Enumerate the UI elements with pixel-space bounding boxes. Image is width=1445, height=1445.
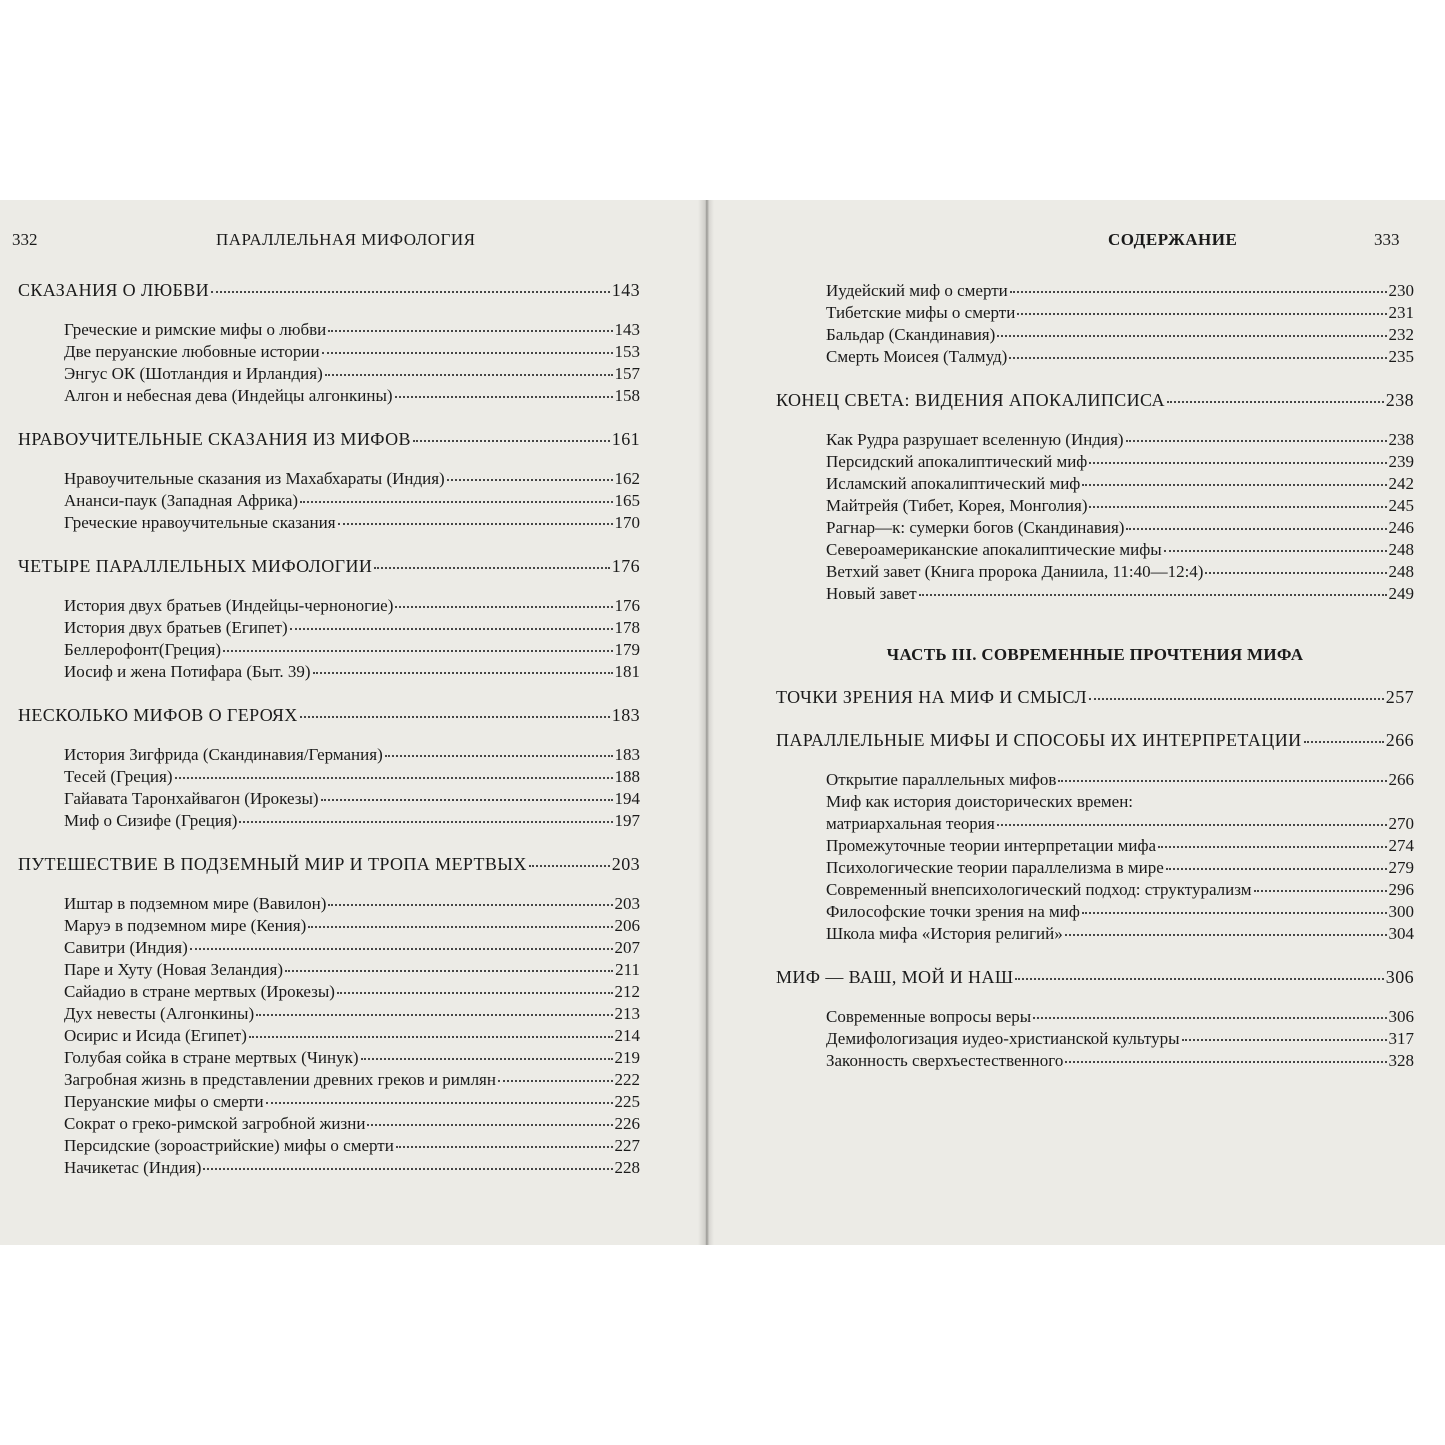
- entry-title: Иудейский миф о смерти: [826, 281, 1008, 300]
- entry-page-number: 232: [1388, 325, 1414, 344]
- toc-entry[interactable]: [18, 744, 640, 766]
- entry-page-number: 246: [1388, 518, 1414, 537]
- toc-entry[interactable]: [776, 451, 1414, 473]
- right-page: [708, 200, 1445, 1245]
- entry-title: Философские точки зрения на миф: [826, 902, 1080, 921]
- entry-page-number: 161: [611, 429, 640, 449]
- entry-page-number: 317: [1388, 1029, 1414, 1048]
- toc-entry[interactable]: [776, 517, 1414, 539]
- dot-leader: [385, 755, 613, 757]
- toc-entry[interactable]: [776, 857, 1414, 879]
- toc-entry[interactable]: [18, 639, 640, 661]
- entry-title: Современные вопросы веры: [826, 1007, 1032, 1026]
- dot-leader: [321, 799, 613, 801]
- dot-leader: [367, 1124, 612, 1126]
- entry-title: Законность сверхъестественного: [826, 1051, 1064, 1070]
- entry-page-number: 157: [614, 364, 640, 383]
- entry-page-number: 296: [1388, 880, 1414, 899]
- entry-page-number: 206: [614, 916, 640, 935]
- entry-page-number: 306: [1388, 1007, 1414, 1026]
- entry-title: Савитри (Индия): [64, 938, 188, 957]
- dot-leader: [322, 352, 613, 354]
- dot-leader: [266, 1102, 613, 1104]
- dot-leader: [190, 948, 613, 950]
- entry-title: Перуанские мифы о смерти: [64, 1092, 264, 1111]
- dot-leader: [239, 821, 612, 823]
- entry-page-number: 143: [611, 280, 640, 300]
- dot-leader: [529, 865, 610, 867]
- entry-title: Промежуточные теории интерпретации мифа: [826, 836, 1157, 855]
- entry-page-number: 179: [614, 640, 640, 659]
- dot-leader: [308, 926, 612, 928]
- entry-title: Алгон и небесная дева (Индейцы алгонкины): [64, 386, 393, 405]
- entry-title: Новый завет: [826, 584, 917, 603]
- toc-entry[interactable]: [18, 937, 640, 959]
- entry-title: Паре и Хуту (Новая Зеландия): [64, 960, 283, 979]
- dot-leader: [413, 440, 610, 442]
- dot-leader: [290, 628, 613, 630]
- dot-leader: [1065, 1061, 1386, 1063]
- dot-leader: [396, 1146, 613, 1148]
- entry-title: Персидский апокалиптический миф: [826, 452, 1088, 471]
- toc-entry[interactable]: [776, 1006, 1414, 1028]
- dot-leader: [285, 970, 613, 972]
- toc-entry[interactable]: [18, 1091, 640, 1113]
- toc-entry[interactable]: [776, 280, 1414, 302]
- entry-page-number: 203: [614, 894, 640, 913]
- entry-page-number: 211: [615, 960, 640, 979]
- dot-leader: [256, 1014, 612, 1016]
- entry-title: Греческие нравоучительные сказания: [64, 513, 336, 532]
- entry-title: Смерть Моисея (Талмуд): [826, 347, 1008, 366]
- entry-page-number: 178: [614, 618, 640, 637]
- toc-entry[interactable]: [776, 346, 1414, 368]
- entry-page-number: 248: [1388, 540, 1414, 559]
- section-heading[interactable]: [776, 687, 1414, 708]
- toc-entry: [776, 791, 1414, 813]
- entry-page-number: 197: [614, 811, 640, 830]
- dot-leader: [1065, 934, 1387, 936]
- toc-entry[interactable]: [776, 901, 1414, 923]
- entry-page-number: 300: [1388, 902, 1414, 921]
- dot-leader: [223, 650, 612, 652]
- entry-title: Рагнар—к: сумерки богов (Скандинавия): [826, 518, 1125, 537]
- toc-entry[interactable]: [18, 468, 640, 490]
- entry-page-number: 245: [1388, 496, 1414, 515]
- entry-title: Греческие и римские мифы о любви: [64, 320, 327, 339]
- entry-title: Открытие параллельных мифов: [826, 770, 1057, 789]
- dot-leader: [328, 330, 612, 332]
- section-heading[interactable]: [18, 556, 640, 577]
- entry-page-number: 176: [611, 556, 640, 576]
- entry-title: ПУТЕШЕСТВИЕ В ПОДЗЕМНЫЙ МИР И ТРОПА МЕРТВЫХ: [18, 854, 527, 874]
- toc-entry[interactable]: [776, 1028, 1414, 1050]
- entry-page-number: 231: [1388, 303, 1414, 322]
- dot-leader: [1126, 440, 1387, 442]
- entry-page-number: 248: [1388, 562, 1414, 581]
- entry-title: Демифологизация иудео-христианской культуры: [826, 1029, 1180, 1048]
- entry-page-number: 176: [614, 596, 640, 615]
- entry-page-number: 249: [1388, 584, 1414, 603]
- entry-title: ЧЕТЫРЕ ПАРАЛЛЕЛЬНЫХ МИФОЛОГИИ: [18, 556, 373, 576]
- dot-leader: [395, 396, 613, 398]
- toc-entry[interactable]: [18, 490, 640, 512]
- toc-entry[interactable]: [776, 324, 1414, 346]
- toc-entry[interactable]: [776, 561, 1414, 583]
- section-heading[interactable]: [18, 429, 640, 450]
- toc-entry[interactable]: [18, 1157, 640, 1179]
- entry-page-number: 266: [1385, 730, 1414, 750]
- entry-title: Нравоучительные сказания из Махабхараты (Индия): [64, 469, 445, 488]
- toc-entry[interactable]: [18, 1025, 640, 1047]
- toc-entry[interactable]: [18, 319, 640, 341]
- entry-page-number: 239: [1388, 452, 1414, 471]
- dot-leader: [1167, 401, 1384, 403]
- table-of-contents: [776, 280, 1414, 1072]
- entry-title: Энгус ОК (Шотландия и Ирландия): [64, 364, 323, 383]
- toc-entry[interactable]: [18, 1069, 640, 1091]
- dot-leader: [1166, 868, 1387, 870]
- toc-entry[interactable]: [776, 302, 1414, 324]
- dot-leader: [1058, 780, 1386, 782]
- dot-leader: [203, 1168, 612, 1170]
- entry-title: История двух братьев (Египет): [64, 618, 288, 637]
- entry-page-number: 227: [614, 1136, 640, 1155]
- entry-title: Загробная жизнь в представлении древних греков и римлян: [64, 1070, 496, 1089]
- toc-entry[interactable]: [18, 341, 640, 363]
- entry-page-number: 238: [1388, 430, 1414, 449]
- entry-title: КОНЕЦ СВЕТА: ВИДЕНИЯ АПОКАЛИПСИСА: [776, 390, 1165, 410]
- entry-page-number: 162: [614, 469, 640, 488]
- dot-leader: [1010, 291, 1387, 293]
- toc-entry[interactable]: [18, 512, 640, 534]
- entry-page-number: 225: [614, 1092, 640, 1111]
- toc-entry[interactable]: [18, 1003, 640, 1025]
- entry-title: Майтрейя (Тибет, Корея, Монголия): [826, 496, 1088, 515]
- running-header: ПАРАЛЛЕЛЬНАЯ МИФОЛОГИЯ: [216, 230, 476, 249]
- section-heading[interactable]: [776, 967, 1414, 988]
- dot-leader: [300, 501, 612, 503]
- left-page: [0, 200, 708, 1245]
- entry-page-number: 266: [1388, 770, 1414, 789]
- section-heading[interactable]: [776, 730, 1414, 751]
- page-number: 333: [1374, 230, 1400, 249]
- dot-leader: [338, 523, 613, 525]
- entry-title: Сайадио в стране мертвых (Ирокезы): [64, 982, 335, 1001]
- entry-page-number: 212: [614, 982, 640, 1001]
- toc-entry[interactable]: [776, 879, 1414, 901]
- toc-entry[interactable]: [18, 661, 640, 683]
- entry-page-number: 165: [614, 491, 640, 510]
- entry-page-number: 274: [1388, 836, 1414, 855]
- entry-page-number: 304: [1388, 924, 1414, 943]
- entry-title: МИФ — ВАШ, МОЙ И НАШ: [776, 967, 1014, 987]
- entry-page-number: 219: [614, 1048, 640, 1067]
- entry-page-number: 143: [614, 320, 640, 339]
- toc-entry[interactable]: [18, 595, 640, 617]
- running-header: СОДЕРЖАНИЕ: [1108, 230, 1238, 249]
- toc-entry[interactable]: [18, 981, 640, 1003]
- toc-entry[interactable]: [776, 769, 1414, 791]
- toc-entry[interactable]: [776, 473, 1414, 495]
- toc-entry[interactable]: [18, 363, 640, 385]
- entry-title: Иштар в подземном мире (Вавилон): [64, 894, 327, 913]
- dot-leader: [361, 1058, 613, 1060]
- entry-title: История двух братьев (Индейцы-черноногие): [64, 596, 394, 615]
- entry-page-number: 153: [614, 342, 640, 361]
- entry-title: Ананси-паук (Западная Африка): [64, 491, 299, 510]
- entry-page-number: 170: [614, 513, 640, 532]
- section-heading[interactable]: [18, 854, 640, 875]
- entry-page-number: 158: [614, 386, 640, 405]
- entry-page-number: 207: [614, 938, 640, 957]
- entry-title: Современный внепсихологический подход: структурализм: [826, 880, 1252, 899]
- dot-leader: [374, 567, 610, 569]
- dot-leader: [1033, 1017, 1386, 1019]
- entry-title: Маруэ в подземном мире (Кения): [64, 916, 307, 935]
- entry-page-number: 242: [1388, 474, 1414, 493]
- entry-page-number: 257: [1385, 687, 1414, 707]
- entry-title: Гайавата Таронхайвагон (Ирокезы): [64, 789, 319, 808]
- entry-page-number: 181: [614, 662, 640, 681]
- entry-title: Школа мифа «История религий»: [826, 924, 1063, 943]
- part-title: ЧАСТЬ III. СОВРЕМЕННЫЕ ПРОЧТЕНИЯ МИФА: [886, 645, 1304, 664]
- toc-entry[interactable]: [18, 915, 640, 937]
- dot-leader: [249, 1036, 613, 1038]
- toc-entry[interactable]: [18, 810, 640, 832]
- entry-title: Ветхий завет (Книга пророка Даниила, 11:40—12:4): [826, 562, 1204, 581]
- book-spread: [0, 200, 1445, 1245]
- entry-page-number: 238: [1385, 390, 1414, 410]
- dot-leader: [1126, 528, 1386, 530]
- section-heading[interactable]: [18, 280, 640, 301]
- dot-leader: [175, 777, 613, 779]
- entry-title: Сократ о греко-римской загробной жизни: [64, 1114, 366, 1133]
- toc-entry[interactable]: [776, 1050, 1414, 1072]
- entry-page-number: 328: [1388, 1051, 1414, 1070]
- dot-leader: [1164, 550, 1387, 552]
- toc-entry[interactable]: [776, 495, 1414, 517]
- toc-entry[interactable]: [18, 893, 640, 915]
- dot-leader: [1182, 1039, 1387, 1041]
- dot-leader: [1158, 846, 1386, 848]
- entry-page-number: 270: [1388, 814, 1414, 833]
- entry-title: Осирис и Исида (Египет): [64, 1026, 247, 1045]
- entry-page-number: 279: [1388, 858, 1414, 877]
- entry-page-number: 183: [614, 745, 640, 764]
- dot-leader: [1304, 741, 1384, 743]
- dot-leader: [1089, 462, 1386, 464]
- entry-page-number: 213: [614, 1004, 640, 1023]
- toc-entry[interactable]: [776, 835, 1414, 857]
- dot-leader: [498, 1080, 613, 1082]
- entry-page-number: 194: [614, 789, 640, 808]
- dot-leader: [328, 904, 612, 906]
- dot-leader: [300, 716, 610, 718]
- entry-title: НЕСКОЛЬКО МИФОВ О ГЕРОЯХ: [18, 705, 298, 725]
- section-heading[interactable]: [776, 390, 1414, 411]
- dot-leader: [1015, 978, 1383, 980]
- entry-title: матриархальная теория: [826, 814, 995, 833]
- dot-leader: [1017, 313, 1386, 315]
- toc-entry[interactable]: [776, 539, 1414, 561]
- dot-leader: [337, 992, 613, 994]
- entry-title: Психологические теории параллелизма в мире: [826, 858, 1164, 877]
- toc-entry[interactable]: [18, 385, 640, 407]
- toc-entry[interactable]: [776, 813, 1414, 835]
- entry-title: Миф о Сизифе (Греция): [64, 811, 238, 830]
- dot-leader: [919, 594, 1387, 596]
- toc-entry[interactable]: [18, 1113, 640, 1135]
- toc-entry[interactable]: [18, 617, 640, 639]
- toc-entry[interactable]: [18, 766, 640, 788]
- entry-title: Голубая сойка в стране мертвых (Чинук): [64, 1048, 359, 1067]
- entry-page-number: 222: [614, 1070, 640, 1089]
- entry-page-number: 203: [611, 854, 640, 874]
- entry-title: Бальдар (Скандинавия): [826, 325, 996, 344]
- toc-entry[interactable]: [18, 788, 640, 810]
- dot-leader: [1089, 506, 1386, 508]
- toc-entry[interactable]: [18, 1047, 640, 1069]
- toc-entry[interactable]: [18, 1135, 640, 1157]
- dot-leader: [1254, 890, 1387, 892]
- dot-leader: [211, 291, 610, 293]
- toc-entry[interactable]: [18, 959, 640, 981]
- entry-page-number: 188: [614, 767, 640, 786]
- entry-title: СКАЗАНИЯ О ЛЮБВИ: [18, 280, 210, 300]
- entry-title: Беллерофонт(Греция): [64, 640, 222, 659]
- table-of-contents: [18, 280, 640, 1179]
- dot-leader: [447, 479, 613, 481]
- dot-leader: [395, 606, 612, 608]
- entry-title: Исламский апокалиптический миф: [826, 474, 1081, 493]
- entry-page-number: 183: [611, 705, 640, 725]
- entry-title: ТОЧКИ ЗРЕНИЯ НА МИФ И СМЫСЛ: [776, 687, 1088, 707]
- dot-leader: [325, 374, 613, 376]
- toc-entry[interactable]: [776, 923, 1414, 945]
- entry-title: Тесей (Греция): [64, 767, 173, 786]
- entry-title: Дух невесты (Алгонкины): [64, 1004, 255, 1023]
- dot-leader: [1082, 912, 1387, 914]
- entry-title: Как Рудра разрушает вселенную (Индия): [826, 430, 1124, 449]
- entry-page-number: 214: [614, 1026, 640, 1045]
- entry-title: Две перуанские любовные истории: [64, 342, 320, 361]
- dot-leader: [1082, 484, 1386, 486]
- entry-title: Иосиф и жена Потифара (Быт. 39): [64, 662, 311, 681]
- entry-title: ПАРАЛЛЕЛЬНЫЕ МИФЫ И СПОСОБЫ ИХ ИНТЕРПРЕТАЦИИ: [776, 730, 1302, 750]
- toc-entry[interactable]: [776, 429, 1414, 451]
- entry-title: Североамериканские апокалиптические мифы: [826, 540, 1162, 559]
- dot-leader: [1009, 357, 1386, 359]
- entry-title: НРАВОУЧИТЕЛЬНЫЕ СКАЗАНИЯ ИЗ МИФОВ: [18, 429, 411, 449]
- entry-page-number: 230: [1388, 281, 1414, 300]
- entry-title: История Зигфрида (Скандинавия/Германия): [64, 745, 383, 764]
- entry-title: Тибетские мифы о смерти: [826, 303, 1016, 322]
- entry-page-number: 235: [1388, 347, 1414, 366]
- entry-title: Миф как история доисторических времен:: [826, 792, 1134, 811]
- entry-page-number: 228: [614, 1158, 640, 1177]
- entry-page-number: 306: [1385, 967, 1414, 987]
- section-heading[interactable]: [18, 705, 640, 726]
- dot-leader: [1089, 698, 1384, 700]
- toc-entry[interactable]: [776, 583, 1414, 605]
- dot-leader: [997, 335, 1386, 337]
- entry-title: Начикетас (Индия): [64, 1158, 202, 1177]
- page-number: 332: [12, 230, 38, 249]
- entry-title: Персидские (зороастрийские) мифы о смерти: [64, 1136, 394, 1155]
- entry-page-number: 226: [614, 1114, 640, 1133]
- dot-leader: [1205, 572, 1386, 574]
- dot-leader: [997, 824, 1387, 826]
- dot-leader: [313, 672, 613, 674]
